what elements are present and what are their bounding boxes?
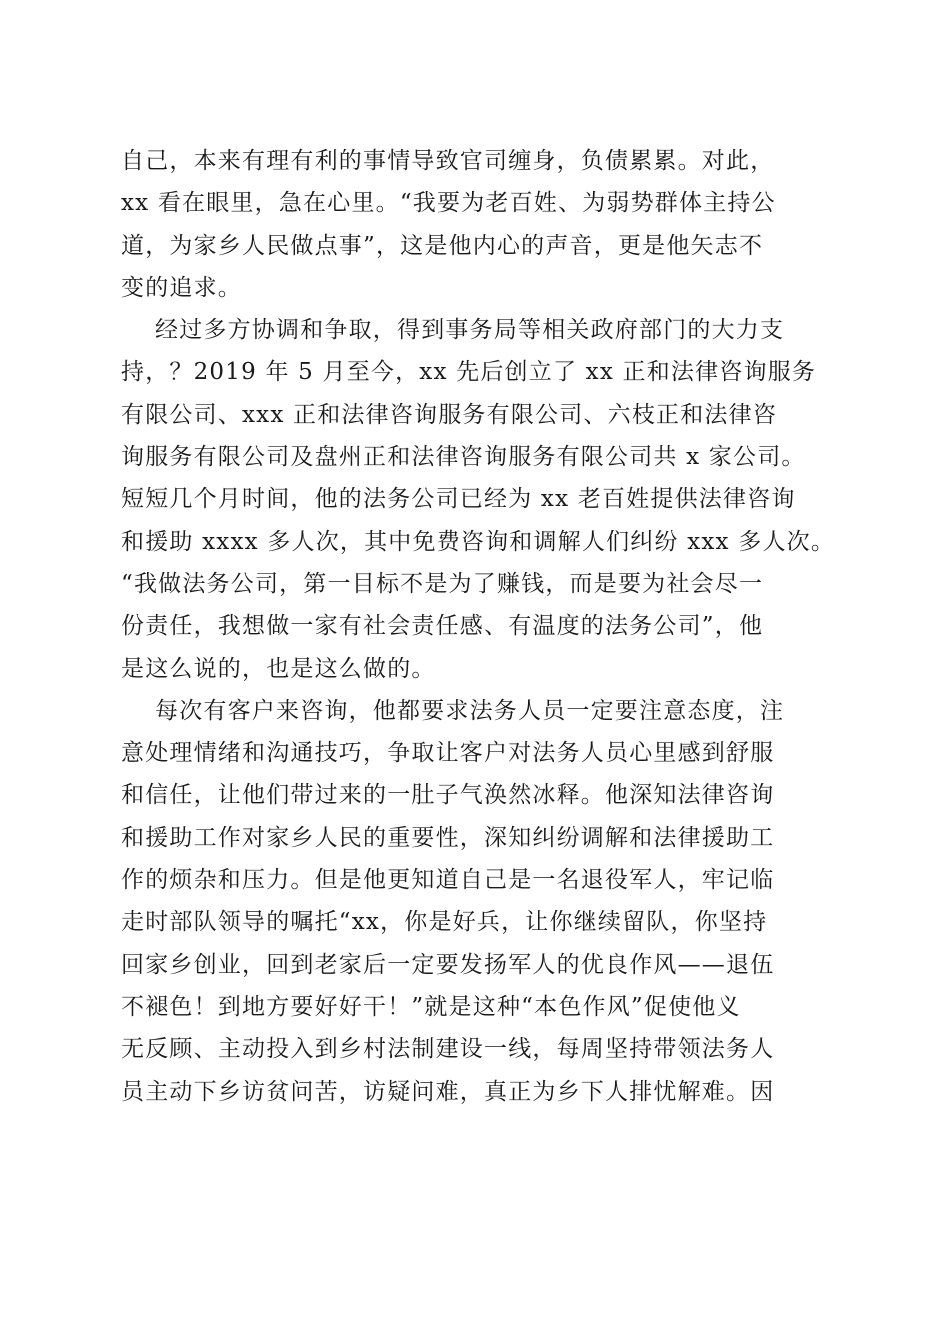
- text-line: 不褪色！到地方要好好干！”就是这种“本色作风”促使他义: [121, 993, 741, 1020]
- text-line: 持，？2019 年 5 月至今，xx 先后创立了 xx 正和法律咨询服务: [121, 359, 817, 386]
- text-line: 询服务有限公司及盘州正和法律咨询服务有限公司共 x 家公司。: [121, 444, 806, 471]
- paragraph-start-line: 经过多方协调和争取，得到事务局等相关政府部门的大力支: [155, 317, 785, 344]
- text-line: 和援助 xxxx 多人次，其中免费咨询和调解人们纠纷 xxx 多人次。: [121, 528, 836, 555]
- text-line: xx 看在眼里，急在心里。“我要为老百姓、为弱势群体主持公: [121, 190, 776, 217]
- text-line: 无反顾、主动投入到乡村法制建设一线，每周坚持带领法务人: [121, 1036, 775, 1063]
- text-line: 和援助工作对家乡人民的重要性，深知纠纷调解和法律援助工: [121, 824, 775, 851]
- text-line: 有限公司、xxx 正和法律咨询服务有限公司、六枝正和法律咨: [121, 401, 778, 428]
- text-line: 意处理情绪和沟通技巧，争取让客户对法务人员心里感到舒服: [121, 740, 775, 767]
- body-text: [121, 140, 836, 1113]
- text-line: 短短几个月时间，他的法务公司已经为 xx 老百姓提供法律咨询: [121, 486, 796, 513]
- text-line: 回家乡创业，回到老家后一定要发扬军人的优良作风——退伍: [121, 951, 775, 978]
- paragraph-start-line: 每次有客户来咨询，他都要求法务人员一定要注意态度，注: [155, 697, 785, 724]
- text-line: 员主动下乡访贫问苦，访疑问难，真正为乡下人排忧解难。因: [121, 1078, 775, 1105]
- text-line: 道，为家乡人民做点事”，这是他内心的声音，更是他矢志不: [121, 232, 764, 259]
- text-line: 和信任，让他们带过来的一肚子气涣然冰释。他深知法律咨询: [121, 782, 775, 809]
- text-line: 变的追求。: [121, 274, 242, 301]
- text-line: 是这么说的，也是这么做的。: [121, 655, 436, 682]
- text-line: “我做法务公司，第一目标不是为了赚钱，而是要为社会尽一: [121, 570, 764, 597]
- text-line: 份责任，我想做一家有社会责任感、有温度的法务公司”，他: [121, 613, 764, 640]
- text-line: 作的烦杂和压力。但是他更知道自己是一名退役军人，牢记临: [121, 867, 775, 894]
- text-line: 自己，本来有理有利的事情导致官司缠身，负债累累。对此，: [121, 148, 775, 174]
- text-line: 走时部队领导的嘱托“xx，你是好兵，让你继续留队，你坚持: [121, 909, 768, 936]
